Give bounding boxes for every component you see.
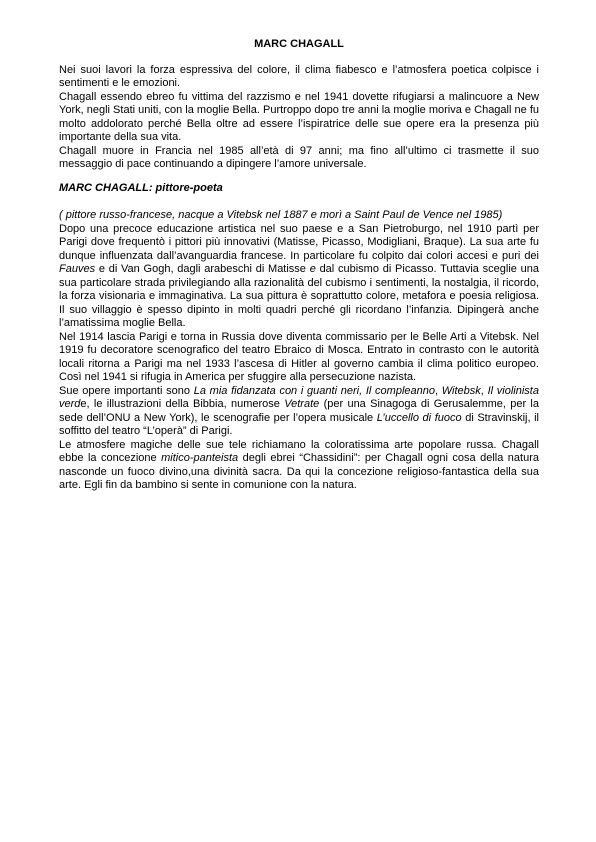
- text-run: di Stravinskij, il soffitto del teatro “L’operà” di Parigi.: [59, 411, 540, 437]
- text-run: Le atmosfere magiche delle sue tele richiamano la coloratissima arte popolare russa. Chagall ebbe la concezione: [59, 438, 539, 464]
- work-title: Witebsk: [441, 384, 481, 397]
- italic-term-e: e: [309, 263, 316, 275]
- text-run: dal cubismo di Picasso. Tuttavia sceglie una sua particolare strada privilegiando alla razionalità del cubismo i sentimenti, la nostalgia, il ricordo, la forza visionaria e immaginativa. La sua pittura è soprattutto colore, metafora e poesia religiosa. Il suo villaggio è spesso dipinto in molti quadri perché gli ricordano l’infanzia. Dipingerà anche l’amatissima moglie Bella.: [59, 263, 539, 329]
- bio-note: ( pittore russo-francese, nacque a Vitebsk nel 1887 e morì a Saint Paul de Vence nel 1985): [59, 209, 503, 221]
- biography-paragraph-1: [59, 223, 539, 331]
- work-title: Il violinista verd: [59, 384, 539, 410]
- work-title: La mia fidanzata con i guanti neri, Il compleanno: [193, 384, 435, 397]
- work-title: L’uccello di fuoco: [376, 411, 462, 424]
- document-page: [59, 38, 539, 493]
- document-title: MARC CHAGALL: [254, 38, 344, 50]
- intro-paragraph-3: Chagall muore in Francia nel 1985 all’età di 97 anni; ma fino all’ultimo ci trasmette il suo messaggio di pace continuando a dipingere l’amore universale.: [59, 144, 539, 170]
- text-run: e di Van Gogh, dagli arabeschi di Matisse: [95, 263, 310, 275]
- text-run: (per una Sinagoga di Gerusalemme, per la sede dell’ONU a New York), le scenografie per l’opera musicale: [59, 398, 539, 424]
- intro-paragraph-2: Chagall essendo ebreo fu vittima del razzismo e nel 1941 dovette rifugiarsi a malincuore a New York, negli Stati uniti, con la moglie Bella. Purtroppo dopo tre anni la moglie moriva e Chagall ne fu molto addolorato perché Bella oltre ad essere l’ispiratrice delle sue opere era la presenza più importante della sua vita.: [59, 90, 539, 143]
- works-paragraph: [59, 385, 539, 439]
- italic-term-fauves: Fauves: [59, 263, 96, 275]
- text-run: e, le illustrazioni della Bibbia, numerose: [80, 398, 285, 410]
- intro-paragraph-1: Nei suoi lavori la forza espressiva del colore, il clima fiabesco e l’atmosfera poetica colpisce i sentimenti e le emozioni.: [59, 63, 539, 89]
- text-run: ,: [480, 384, 488, 397]
- text-run: Dopo una precoce educazione artistica nel suo paese e a San Pietroburgo, nel 1910 partì per Parigi dove frequentò i pittori più innovativi (Matisse, Picasso, Modigliani, Braque). La sua arte fu dunque influenzata dall’avanguardia francese. In particolare fu colpito dai colori accesi e puri dei: [59, 222, 539, 262]
- atmosphere-paragraph: [59, 439, 539, 493]
- text-run: Sue opere importanti sono: [59, 384, 194, 397]
- text-run: ,: [434, 384, 442, 397]
- biography-paragraph-2: Nel 1914 lascia Parigi e torna in Russia dove diventa commissario per le Belle Arti a Vitebsk. Nel 1919 fu decoratore scenografico del teatro Ebraico di Mosca. Entrato in contrasto con le autorità locali ritorna a Parigi ma nel 1933 l’ascesa di Hitler al governo cambia il clima politico europeo. Così nel 1941 si rifugia in America per sfuggire alla persecuzione nazista.: [59, 330, 539, 383]
- work-title: Vetrate: [284, 398, 320, 410]
- text-run: degli ebrei “Chassidini”: per Chagall ogni cosa della natura nasconde un fuoco divino,una divinità sacra. Da qui la concezione religioso-fantastica della sua arte. Egli fin da bambino si sente in comunione con la natura.: [59, 452, 539, 491]
- section-subtitle: MARC CHAGALL: pittore-poeta: [59, 181, 223, 194]
- italic-term: mitico-panteista: [161, 452, 239, 464]
